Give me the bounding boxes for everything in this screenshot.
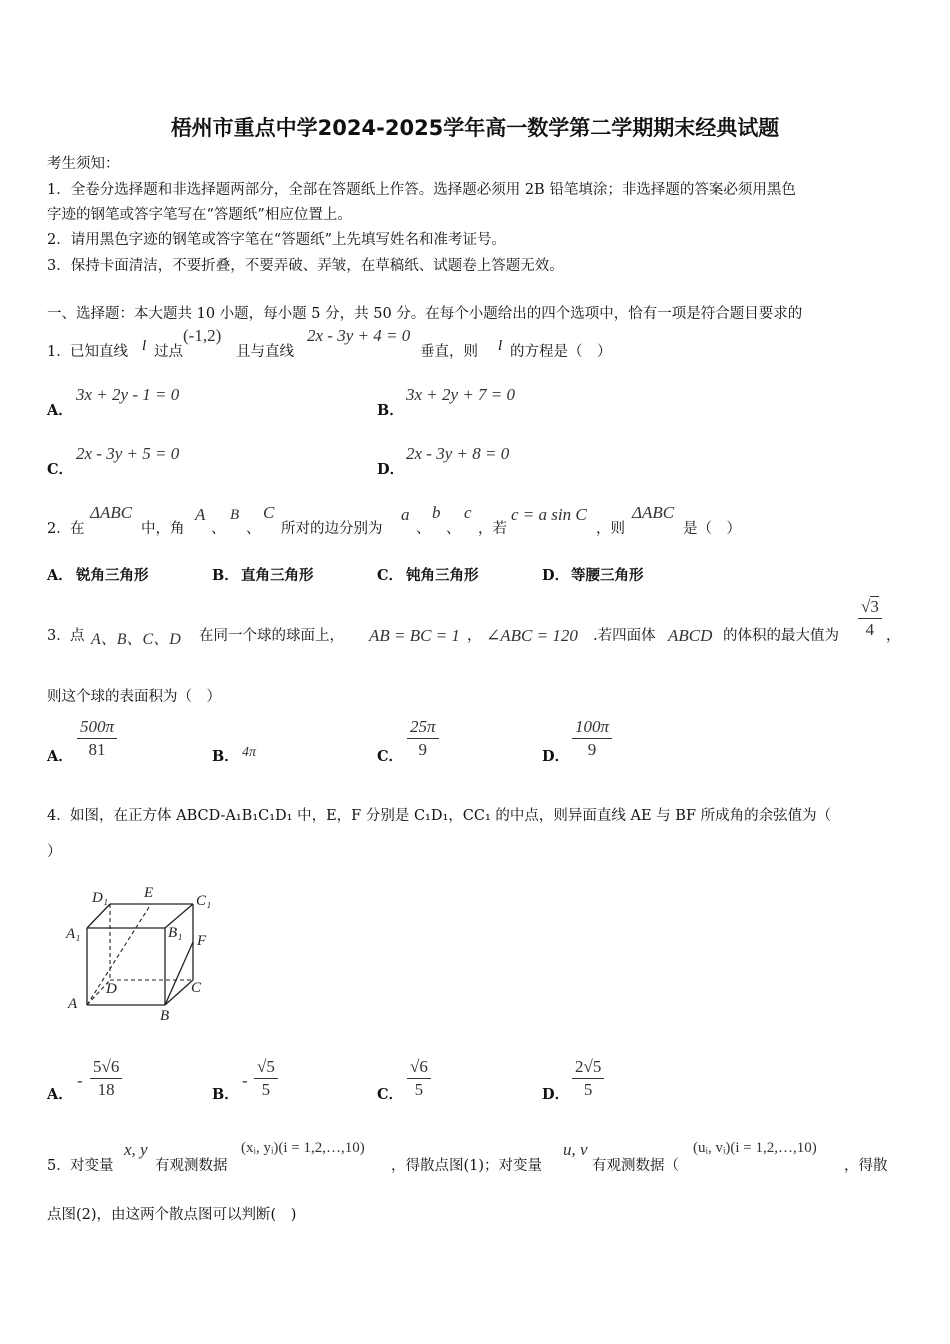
q3-text-5: ， bbox=[886, 628, 901, 644]
q1-option-d: 2x - 3y + 8 = 0 bbox=[406, 444, 510, 463]
notice-line-3: 3．保持卡面清洁，不要折叠，不要弄破、弄皱，在草稿纸、试题卷上答题无效。 bbox=[47, 258, 564, 274]
notice-line-1b: 字迹的钢笔或答字笔写在“答题纸”相应位置上。 bbox=[47, 207, 352, 223]
q2-angle-c: C bbox=[263, 503, 275, 522]
q3-number: 3． bbox=[47, 628, 71, 644]
q2-text-6: 是（ ） bbox=[683, 521, 741, 537]
q4-c-den: 5 bbox=[414, 1080, 424, 1099]
q3-option-c-label: C． bbox=[377, 748, 404, 765]
q5-text-6: 点图(2)，由这两个散点图可以判断( ) bbox=[47, 1207, 297, 1223]
q2-text-4: ，若 bbox=[478, 521, 507, 537]
q1-option-d-label: D． bbox=[377, 461, 405, 478]
q2-side-c: c bbox=[464, 503, 472, 522]
q4-a-num: 5√6 bbox=[90, 1057, 122, 1079]
q1-option-b-label: B． bbox=[377, 402, 404, 419]
q4-option-d-label: D． bbox=[542, 1086, 570, 1103]
q4-number: 4． bbox=[47, 808, 71, 824]
q1-line-l: l bbox=[142, 338, 147, 354]
q1-option-c: 2x - 3y + 5 = 0 bbox=[76, 444, 180, 463]
q3-option-c bbox=[407, 717, 439, 760]
q4-text: 如图，在正方体 ABCD-A₁B₁C₁D₁ 中，E，F 分别是 C₁D₁，CC₁ 的中点，则异面直线 AE 与 BF 所成角的余弦值为（ bbox=[70, 808, 832, 824]
q2-angle-a: A bbox=[195, 505, 206, 524]
q4-option-b bbox=[254, 1057, 278, 1100]
q4-d-den: 5 bbox=[583, 1080, 593, 1099]
q3-option-b-label: B． bbox=[212, 748, 239, 765]
q1-text-2: 过点 bbox=[154, 344, 183, 360]
q3-text-2: 在同一个球的球面上， bbox=[199, 628, 344, 644]
q2-text-5: ，则 bbox=[596, 521, 625, 537]
q5-text-3: ，得散点图(1)；对变量 bbox=[391, 1158, 543, 1174]
label-e: E bbox=[144, 885, 154, 901]
q3-d-num: 100π bbox=[572, 717, 612, 739]
q5-vars-2: u, v bbox=[563, 1140, 588, 1159]
q3-volume-num: 3 bbox=[870, 597, 879, 616]
q2-text-1: 在 bbox=[70, 521, 85, 537]
edge-a1-d1 bbox=[87, 904, 110, 928]
q2-sep-4: 、 bbox=[446, 521, 461, 537]
q2-sep-2: 、 bbox=[246, 521, 261, 537]
q3-points: A、B、C、D bbox=[91, 631, 181, 648]
q1-option-b: 3x + 2y + 7 = 0 bbox=[406, 385, 516, 404]
q4-c-num: √6 bbox=[407, 1057, 431, 1079]
q5-data-2: (uᵢ, vᵢ)(i = 1,2,…,10) bbox=[693, 1140, 817, 1156]
q2-option-b: 直角三角形 bbox=[241, 567, 314, 584]
q1-option-c-label: C． bbox=[47, 461, 74, 478]
q3-text-6: 则这个球的表面积为（ ） bbox=[47, 689, 221, 705]
q3-option-a-label: A． bbox=[47, 748, 73, 765]
q3-volume-fraction: $\frac{√3}{4}$ bbox=[858, 597, 882, 640]
page-title: 梧州市重点中学2024-2025学年高一数学第二学期期末经典试题 bbox=[170, 116, 780, 140]
q3-volume-den: 4 bbox=[865, 620, 875, 639]
notice-heading: 考生须知： bbox=[47, 156, 120, 172]
q1-text-5: 的方程是（ ） bbox=[510, 344, 612, 360]
notice-line-1a: 1．全卷分选择题和非选择题两部分，全部在答题纸上作答。选择题必须用 2B 铅笔填涂；非选择题的答案必须用黑色 bbox=[47, 182, 796, 198]
q2-option-d-label: D． bbox=[542, 567, 570, 584]
label-d: D bbox=[106, 981, 117, 997]
label-c1: C₁ bbox=[196, 893, 212, 909]
q3-d-den: 9 bbox=[587, 740, 597, 759]
q3-cond-2: ∠ABC = 120 bbox=[486, 626, 578, 645]
label-b: B bbox=[160, 1008, 170, 1024]
q3-option-b: 4π bbox=[242, 745, 257, 760]
q1-option-a-label: A． bbox=[47, 402, 73, 419]
edge-b-c bbox=[165, 980, 193, 1005]
q2-condition: c = a sin C bbox=[511, 505, 587, 524]
q3-tetrahedron: ABCD bbox=[668, 626, 713, 645]
q5-number: 5． bbox=[47, 1158, 71, 1174]
q3-text-3: .若四面体 bbox=[593, 628, 656, 644]
q4-a-den: 18 bbox=[97, 1080, 115, 1099]
q4-option-a bbox=[90, 1057, 122, 1100]
q4-option-b-label: B． bbox=[212, 1086, 239, 1103]
q4-b-den: 5 bbox=[261, 1080, 271, 1099]
q4-option-c-label: C． bbox=[377, 1086, 404, 1103]
q3-option-d bbox=[572, 717, 612, 760]
q4-option-c bbox=[407, 1057, 431, 1100]
q1-given-line: 2x - 3y + 4 = 0 bbox=[307, 326, 411, 345]
segment-ae bbox=[87, 904, 151, 1005]
q2-angle-b: B bbox=[230, 507, 240, 523]
notice-line-2: 2．请用黑色字迹的钢笔或答字笔在“答题纸”上先填写姓名和准考证号。 bbox=[47, 232, 507, 248]
q2-option-c: 钝角三角形 bbox=[406, 567, 479, 584]
q2-option-c-label: C． bbox=[377, 567, 404, 584]
q2-side-b: b bbox=[432, 503, 441, 522]
q2-number: 2． bbox=[47, 521, 71, 537]
q2-sep-1: 、 bbox=[211, 521, 226, 537]
q2-text-2: 中，角 bbox=[141, 521, 185, 537]
q5-text-1: 对变量 bbox=[70, 1158, 114, 1174]
q3-text-4: 的体积的最大值为 bbox=[723, 628, 839, 644]
q2-option-b-label: B． bbox=[212, 567, 239, 584]
q2-option-a-label: A． bbox=[47, 567, 73, 584]
label-d1: D₁ bbox=[92, 890, 109, 906]
q2-text-3: 所对的边分别为 bbox=[281, 521, 383, 537]
q4-option-a-label: A． bbox=[47, 1086, 73, 1103]
q5-data-1: (xᵢ, yᵢ)(i = 1,2,…,10) bbox=[241, 1140, 365, 1156]
q3-c-den: 9 bbox=[418, 740, 428, 759]
q3-a-num: 500π bbox=[77, 717, 117, 739]
q3-a-den: 81 bbox=[88, 740, 106, 759]
label-c: C bbox=[191, 980, 202, 996]
section-heading: 一、选择题：本大题共 10 小题，每小题 5 分，共 50 分。在每个小题给出的四个选项中，恰有一项是符合题目要求的 bbox=[47, 306, 803, 322]
q2-side-a: a bbox=[401, 505, 410, 524]
q4-d-num: 2√5 bbox=[572, 1057, 604, 1079]
q3-option-a bbox=[77, 717, 117, 760]
q2-option-a: 锐角三角形 bbox=[76, 567, 149, 584]
q4-option-d bbox=[572, 1057, 604, 1100]
q4-b-num: √5 bbox=[254, 1057, 278, 1079]
label-a1: A₁ bbox=[66, 926, 81, 942]
q2-sep-3: 、 bbox=[416, 521, 431, 537]
q5-text-2: 有观测数据 bbox=[155, 1158, 228, 1174]
q2-triangle: ΔABC bbox=[90, 503, 133, 522]
label-a: A bbox=[68, 996, 78, 1012]
q3-option-d-label: D． bbox=[542, 748, 570, 765]
q5-text-5: ，得散 bbox=[844, 1158, 888, 1174]
q3-cond-1: AB = BC = 1 bbox=[369, 626, 460, 645]
q3-c-num: 25π bbox=[407, 717, 439, 739]
q1-number: 1． bbox=[47, 344, 71, 360]
q2-triangle-2: ΔABC bbox=[632, 503, 675, 522]
segment-bf bbox=[165, 942, 193, 1005]
q5-text-4: 有观测数据（ bbox=[592, 1158, 679, 1174]
label-b1: B₁ bbox=[168, 925, 183, 941]
q5-vars-1: x, y bbox=[124, 1140, 148, 1159]
cube-figure bbox=[60, 880, 230, 1025]
q4-option-a-minus: - bbox=[77, 1071, 83, 1090]
q1-option-a: 3x + 2y - 1 = 0 bbox=[76, 385, 180, 404]
q1-point: (-1,2) bbox=[183, 326, 222, 345]
q4-option-b-minus: - bbox=[242, 1071, 248, 1090]
q3-comma: ， bbox=[467, 628, 482, 644]
q1-text-1: 已知直线 bbox=[70, 344, 128, 360]
q2-option-d: 等腰三角形 bbox=[571, 567, 644, 584]
label-f: F bbox=[197, 933, 207, 949]
q1-text-3: 且与直线 bbox=[236, 344, 294, 360]
q1-line-l-2: l bbox=[498, 338, 503, 354]
q3-text-1: 点 bbox=[70, 628, 85, 644]
q4-close: ） bbox=[47, 844, 62, 860]
q1-text-4: 垂直，则 bbox=[420, 344, 478, 360]
